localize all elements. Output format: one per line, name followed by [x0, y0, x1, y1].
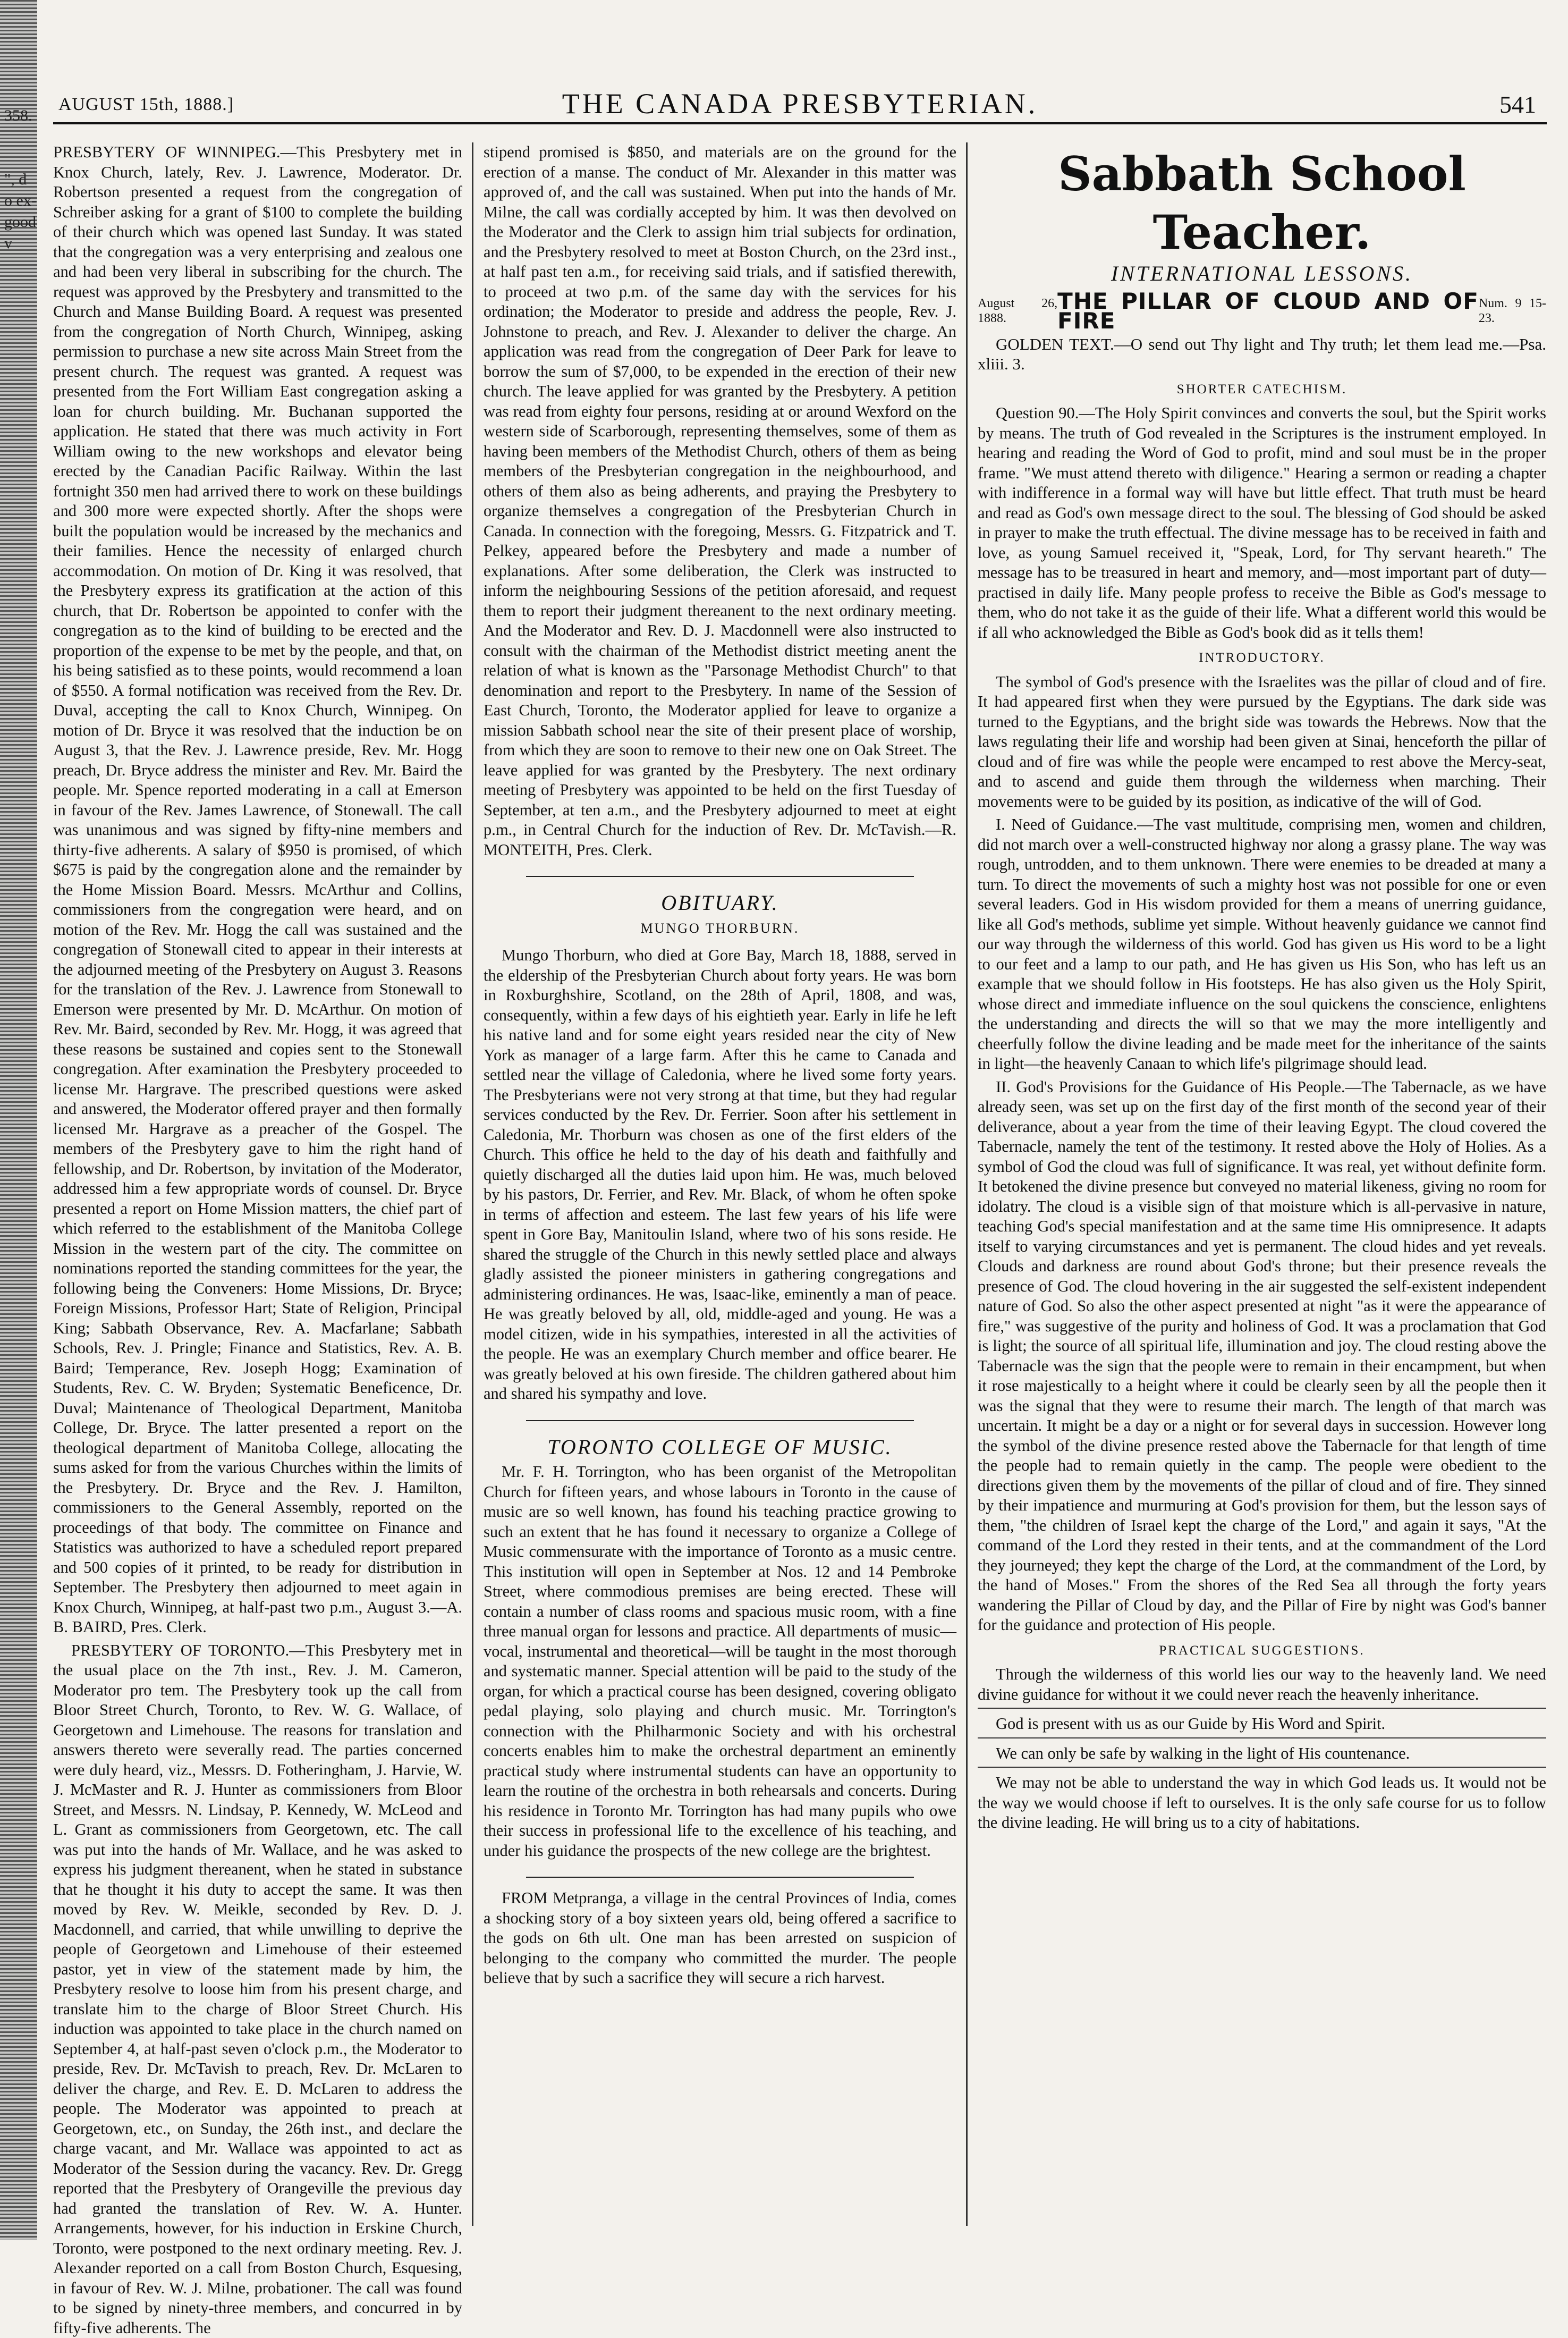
- music-college-heading: TORONTO COLLEGE OF MUSIC.: [484, 1437, 956, 1457]
- obituary-text: Mungo Thorburn, who died at Gore Bay, March 18, 1888, served in the eldership of the Presbyterian Church about forty years. He was born in Roxburghshire, Scotland, on the 28th of April, 1808, and was, consequently, within a few days of his eightieth year. Early in life he left his native land and for some eight years resided near the city of New York as manager of a large farm. After this he came to Canada and settled near the village of Caledonia, where he lived some forty years. The Presbyterians were not very strong at that time, but they had regular services conducted by the Rev. Dr. Ferrier. Soon after his settlement in Caledonia, Mr. Thorburn was chosen as one of the first elders of the Church. This office he held to the day of his death and faithfully and quietly discharged all the duties laid upon him. He was, much beloved by his pastors, Dr. Ferrier, and Rev. Mr. Black, of whom he often spoke in terms of affection and esteem. The last few years of his life were spent in Gore Bay, Manitoulin Island, where two of his sons reside. He shared the struggle of the Church in this newly settled place and always gladly assisted the pioneer ministers in gathering congregations and administering ordinances. He was, Isaac-like, eminently a man of peace. He was greatly beloved by all, old, middle-aged and young. He was a model citizen, wide in his sympathies, interested in all the activities of the people. He was an exemplary Church member and office bearer. He was greatly beloved at his own fireside. The children gathered about him and shared his sympathy and love.: [484, 946, 956, 1404]
- presbytery-winnipeg-report: PRESBYTERY OF WINNIPEG.—This Presbytery met in Knox Church, lately, Rev. J. Lawrence, Moderator. Dr. Robertson presented a request from the congregation of Schreiber asking for a grant of $100 to complete the building of their church which was opened last Sunday. It was stated that the congregation was a very enterprising and zealous one and had been very liberal in subscribing for the church. The request was approved by the Presbytery and transmitted to the Church and Manse Building Board. A request was presented from the congregation of North Church, Winnipeg, asking permission to purchase a new site across Main Street from the present church. The request was granted. A request was presented from the Fort William East congregation asking a loan for church building. Mr. Buchanan supported the application. He stated that there was much activity in Fort William owing to the new workshops and elevator being erected by the Canadian Pacific Railway. Within the last fortnight 350 men had arrived there to work on these buildings and 300 more were expected shortly. After the shops were built the population would be increased by the mechanics and their families. Hence the necessity of enlarged church accommodation. On motion of Dr. King it was resolved, that the Presbytery express its gratification at the action of this church, that Dr. Robertson be appointed to confer with the congregation as to the kind of building to be erected and the proportion of the expense to be met by the people, and that, on his being satisfied as to these points, would recommend a loan of $550. A formal notification was received from the Rev. Dr. Duval, accepting the call to Knox Church, Winnipeg. On motion of Dr. Bryce it was resolved that the induction be on August 3, that the Rev. J. Lawrence preside, Rev. Mr. Hogg preach, Dr. Bryce address the minister and Rev. Mr. Baird the people. Mr. Spence reported moderating in a call at Emerson in favour of the Rev. James Lawrence, of Stonewall. The call was unanimous and was signed by fifty-nine members and thirty-five adherents. A salary of $950 is promised, of which $675 is paid by the congregation alone and the remainder by the Home Mission Board. Messrs. McArthur and Collins, commissioners from the congregation were heard, and on motion of the Rev. Mr. Hogg the call was sustained and the congregation of Stonewall cited to appear in their interests at the adjourned meeting of the Presbytery on August 3. Reasons for the translation of the Rev. J. Lawrence from Stonewall to Emerson were presented by Mr. D. McArthur. On motion of Rev. Mr. Baird, seconded by Rev. Mr. Hogg, it was agreed that these reasons be sustained and copies sent to the Stonewall congregation. After examination the Presbytery proceeded to license Mr. Hargrave. The prescribed questions were asked and answered, the Moderator offered prayer and then formally licensed Mr. Hargrave as a preacher of the Gospel. The members of the Presbytery gave to him the right hand of fellowship, and Dr. Robertson, by invitation of the Moderator, addressed him a few appropriate words of counsel. Dr. Bryce presented a report on Home Mission matters, the chief part of which referred to the establishment of the Manitoba College Mission in the western part of the city. The committee on nominations reported the standing committees for the year, the following being the Conveners: Home Missions, Dr. Bryce; Foreign Missions, Professor Hart; State of Religion, Principal King; Sabbath Observance, Rev. A. Macfarlane; Sabbath Schools, Rev. J. Pringle; Finance and Statistics, Rev. A. B. Baird; Temperance, Rev. Joseph Hogg; Examination of Students, Rev. C. W. Bryden; Systematic Beneficence, Dr. Duval; Maintenance of Theological Department, Manitoba College, Dr. Bryce. The latter presented a report on the theological department of Manitoba College, allocating the sums asked for from the various Churches within the limits of the Presbytery. Dr. Bryce and the Rev. J. Hamilton, commissioners to the General Assembly, reported on the proceedings of that body. The committee on Finance and Statistics was authorized to have a scheduled report prepared and 500 copies of it printed, to be ready for distribution in September. The Presbytery then adjourned to meet again in Knox Church, Winnipeg, at half-past two p.m., August 3.—A. B. BAIRD, Pres. Clerk.: [53, 142, 462, 1638]
- page-header: [53, 80, 1547, 124]
- obituary-heading: OBITUARY.: [484, 893, 956, 913]
- practical-suggestion: God is present with us as our Guide by His Word and Spirit.: [978, 1714, 1546, 1734]
- page-number: 541: [1499, 90, 1536, 119]
- catechism-text: Question 90.—The Holy Spirit convinces and converts the soul, but the Spirit works by means. The truth of God revealed in the Scriptures is the instrument employed. In hearing and reading the Word of God to profit, mind and soul must be in the proper frame. "We must attend thereto with diligence." Hearing a sermon or reading a chapter with indifference in a formal way will have but little effect. That truth must be heard and read as God's own message direct to the soul. The blessing of God should be asked in prayer to make the truth effectual. The divine message has to be received in faith and love, as young Samuel received it, "Speak, Lord, for Thy servant heareth." The message has to be treasured in heart and memory, and—most important part of duty—practised in daily life. Many people profess to receive the Bible as God's message to them, who do not take it as the guide of their life. What a different world this would be if all who acknowledged the Bible as God's book did as it tells them!: [978, 403, 1546, 643]
- column-rule: [472, 142, 473, 2226]
- gutter-fragment: v: [4, 234, 50, 253]
- suggestion-divider: [978, 1708, 1546, 1709]
- introductory-text: The symbol of God's presence with the Israelites was the pillar of cloud and of fire. It had appeared first when they were pursued by the Egyptians. The dark side was turned to the Egyptians, and the bright side was towards the Hebrews. Now that the laws regulating their life and worship had been given at Sinai, henceforth the pillar of cloud and of fire was while the people were encamped to rest above the Mercy-seat, and to ascend and guide them through the wilderness when marching. Their movements were to be guided by its position, as indicative of the will of God.: [978, 672, 1546, 812]
- lesson-scripture-ref: Num. 9 15-23.: [1479, 296, 1546, 326]
- column-middle: [484, 142, 956, 2226]
- practical-suggestion: Through the wilderness of this world lies our way to the heavenly land. We need divine guidance for without it we could never reach the heavenly inheritance.: [978, 1665, 1546, 1704]
- obituary-name: MUNGO THORBURN.: [484, 918, 956, 939]
- gutter-fragment: o ex-: [4, 191, 50, 210]
- lesson-title: THE PILLAR OF CLOUD AND OF FIRE: [1057, 291, 1479, 331]
- column-right: [978, 142, 1546, 2226]
- column-left: [53, 142, 462, 2226]
- section-subtitle: INTERNATIONAL LESSONS.: [978, 264, 1546, 284]
- column-rule: [966, 142, 968, 2226]
- practical-heading: PRACTICAL SUGGESTIONS.: [978, 1641, 1546, 1661]
- lesson-date: August 26, 1888.: [978, 296, 1057, 326]
- scan-binding-edge: [0, 0, 37, 2240]
- music-college-text: Mr. F. H. Torrington, who has been organist of the Metropolitan Church for fifteen years, and whose labours in Toronto in the cause of music are so well known, has found his teaching practice growing to such an extent that he has found it necessary to organize a College of Music commensurate with the importance of Toronto as a music centre. This institution will open in September at Nos. 12 and 14 Pembroke Street, where commodious premises are being erected. These will contain a number of class rooms and spacious music room, with a fine three manual organ for lessons and practice. All departments of music—vocal, instrumental and theoretical—will be taught in the most thorough and systematic manner. Special attention will be paid to the study of the organ, for which a practical course has been designed, covering obligato pedal playing, solo playing and church music. Mr. Torrington's connection with the Philharmonic Society and with his orchestral concerts enables him to make the orchestral department an eminently practical study where instrumental students can have an opportunity to learn the routine of the orchestra in both rehearsals and concerts. During his residence in Toronto Mr. Torrington has had many pupils who owe their success in professional life to the excellence of his teaching, and under his guidance the prospects of the new college are the brightest.: [484, 1462, 956, 1861]
- issue-date: AUGUST 15th, 1888.]: [58, 95, 234, 115]
- suggestion-divider: [978, 1767, 1546, 1768]
- suggestion-divider: [978, 1737, 1546, 1738]
- gutter-fragment: good: [4, 213, 50, 232]
- introductory-heading: INTRODUCTORY.: [978, 648, 1546, 668]
- section-divider: [526, 1420, 914, 1421]
- lesson-point-1: I. Need of Guidance.—The vast multitude, comprising men, women and children, did not march over a well-constructed highway nor along a grassy plane. The way was rough, untrodden, and to them unknown. There were enemies to be dreaded at many a turn. To direct the movements of such a mighty host was not possible for one or even several leaders. God in His wisdom provided for them a means of unerring guidance, like all God's methods, sublime yet simple. Without heavenly guidance we cannot find our way through the wilderness of this world. God has given us His word to be a light to our feet and a lamp to our path, and He has given us His Son, who has left us an example that we should follow in His footsteps. He has also given us the Holy Spirit, whose direct and immediate influence on the soul quickens the conscience, enlightens the understanding and directs the will so that we may the more intelligently and cheerfully follow the divine leading and be made meet for the inheritance of the saints in light—the heavenly Canaan to which life's pilgrimage should lead.: [978, 815, 1546, 1074]
- lesson-header: [978, 291, 1546, 331]
- section-divider: [526, 1877, 914, 1878]
- section-masthead: Sabbath School Teacher.: [978, 145, 1546, 261]
- practical-suggestion: We may not be able to understand the way in which God leads us. It would not be the way we would choose if left to ourselves. It is the only safe course for us to follow the divine leading. He will bring us to a city of habitations.: [978, 1773, 1546, 1833]
- section-divider: [526, 876, 914, 877]
- gutter-fragment: ", d: [4, 170, 50, 189]
- presbytery-toronto-report: PRESBYTERY OF TORONTO.—This Presbytery met in the usual place on the 7th inst., Rev. J. M. Cameron, Moderator pro tem. The Presbytery took up the call from Bloor Street Church, Toronto, to Rev. W. G. Wallace, of Georgetown and Limehouse. The reasons for translation and answers thereto were severally read. The parties concerned were duly heard, viz., Messrs. D. Fotheringham, J. Harvie, W. J. McMaster and R. J. Hunter as commissioners from Bloor Street, and Messrs. N. Lindsay, P. Kennedy, W. McLeod and L. Grant as commissioners from Georgetown, etc. The call was put into the hands of Mr. Wallace, and he was asked to express his judgment thereanent, when he stated in substance that he thought it his duty to accept the same. It was then moved by Rev. W. Meikle, seconded by Rev. D. J. Macdonnell, and carried, that while unwilling to deprive the people of Georgetown and Limehouse of their esteemed pastor, yet in view of the statement made by him, the Presbytery resolve to loose him from his present charge, and translate him to the charge of Bloor Street Church. His induction was appointed to take place in the church named on September 4, at half-past seven o'clock p.m., the Moderator to preside, Rev. Dr. McTavish to preach, Rev. Dr. McLaren to deliver the charge, and Rev. E. D. McLaren to address the people. The Moderator was appointed to preach at Georgetown, etc., on Sunday, the 26th inst., and declare the charge vacant, and Mr. Wallace was appointed to act as Moderator of the Session during the vacancy. Rev. Dr. Gregg reported that the Presbytery of Orangeville the previous day had granted the translation of Rev. W. A. Hunter. Arrangements, however, for his induction in Erskine Church, Toronto, were postponed to the next ordinary meeting. Rev. J. Alexander reported on a call from Boston Church, Esquesing, in favour of Rev. W. J. Milne, probationer. The call was found to be signed by ninety-three members, and concurred in by fifty-five adherents. The: [53, 1641, 462, 2338]
- golden-text: GOLDEN TEXT.—O send out Thy light and Thy truth; let them lead me.—Psa. xliii. 3.: [978, 334, 1546, 374]
- gutter-fragment: 358.: [4, 106, 50, 125]
- catechism-heading: SHORTER CATECHISM.: [978, 379, 1546, 400]
- newspaper-title: THE CANADA PRESBYTERIAN.: [53, 87, 1547, 120]
- practical-suggestion: We can only be safe by walking in the light of His countenance.: [978, 1744, 1546, 1764]
- presbytery-toronto-continued: stipend promised is $850, and materials are on the ground for the erection of a manse. The conduct of Mr. Alexander in this matter was approved of, and the call was sustained. When put into the hands of Mr. Milne, the call was cordially accepted by him. It was then devolved on the Moderator and the Clerk to assign him trial subjects for ordination, and the Presbytery resolved to meet at Boston Church, on the 23rd inst., at half past ten a.m., for receiving said trials, and if satisfied therewith, to proceed at two p.m. of the same day with the services for his ordination; the Moderator to preside and address the people, Rev. J. Johnstone to preach, and Rev. J. Alexander to deliver the charge. An application was read from the congregation of Deer Park for leave to borrow the sum of $7,000, to be expended in the erection of their new church. The leave applied for was granted by the Presbytery. A petition was read from eighty four persons, residing at or around Wexford on the western side of Scarborough, representing themselves, some of them as having been members of the Methodist Church, others of them as being members of the Presbyterian congregation in the neighbourhood, and others of them also as being adherents, and praying the Presbytery to organize themselves a congregation of the Presbyterian Church in Canada. In connection with the foregoing, Messrs. G. Fitzpatrick and T. Pelkey, appeared before the Presbytery and made a number of explanations. After some deliberation, the Clerk was instructed to inform the neighbouring Sessions of the petition aforesaid, and request them to report their judgment thereanent to the next ordinary meeting. And the Moderator and Rev. D. J. Macdonnell were also instructed to consult with the chairman of the Methodist district meeting anent the relation of what is known as the "Parsonage Methodist Church" to that denomination and report to the Presbytery. In name of the Session of East Church, Toronto, the Moderator applied for leave to organize a mission Sabbath school near the site of their present place of worship, from which they are soon to remove to their new one on Oak Street. The leave applied for was granted by the Presbytery. The next ordinary meeting of Presbytery was appointed to be held on the first Tuesday of September, at ten a.m., and the Presbytery adjourned to meet at eight p.m., in Central Church for the induction of Rev. Dr. McTavish.—R. MONTEITH, Pres. Clerk.: [484, 142, 956, 860]
- lesson-point-2: II. God's Provisions for the Guidance of His People.—The Tabernacle, as we have already seen, was set up on the first day of the first month of the second year of their deliverance, about a year from the time of their leaving Egypt. The cloud covered the Tabernacle, namely the tent of the testimony. It rested above the Holy of Holies. As a symbol of God the cloud was full of significance. It was real, yet without definite form. It betokened the divine presence but conveyed no material likeness, giving no room for idolatry. The cloud is a visible sign of that moisture which is all-pervasive in nature, teaching God's special manifestation and at the same time His omnipresence. It adapts itself to varying circumstances and yet is permanent. The cloud hides and yet reveals. Clouds and darkness are round about God's throne; but their presence reveals the presence of God. The cloud hovering in the air suggested the self-existent independent nature of God. So also the other aspect presented at night "as it were the appearance of fire," was suggestive of the purity and holiness of God. It was a proclamation that God is light; the source of all spiritual life, illumination and joy. The cloud resting above the Tabernacle was the sign that the people were to remain in their encampment, but when it rose majestically to a height where it could be clearly seen by all the people then it was the signal that they were to resume their march. The length of that march was uncertain. It might be a day or a night or for several days in succession. However long the symbol of the divine presence rested above the Tabernacle for that length of time the people had to remain quietly in the camp. The people were obedient to the directions given them by the movements of the pillar of cloud and of fire. They sinned by their impatience and murmuring at God's provision for them, but the lesson says of them, "the children of Israel kept the charge of the Lord," and again it says, "At the command of the Lord they rested in their tents, and at the commandment of the Lord they journeyed; they kept the charge of the Lord, at the commandment of the Lord, by the hand of Moses." From the shores of the Red Sea all through the forty years wandering the Pillar of Cloud by day, and the Pillar of Fire by night was God's banner for the guidance and protection of His people.: [978, 1077, 1546, 1635]
- india-news-text: FROM Metpranga, a village in the central Provinces of India, comes a shocking story of a boy sixteen years old, being offered a sacrifice to the gods on 6th ult. One man has been arrested on suspicion of belonging to the company who committed the murder. The people believe that by such a sacrifice they will secure a rich harvest.: [484, 1888, 956, 1988]
